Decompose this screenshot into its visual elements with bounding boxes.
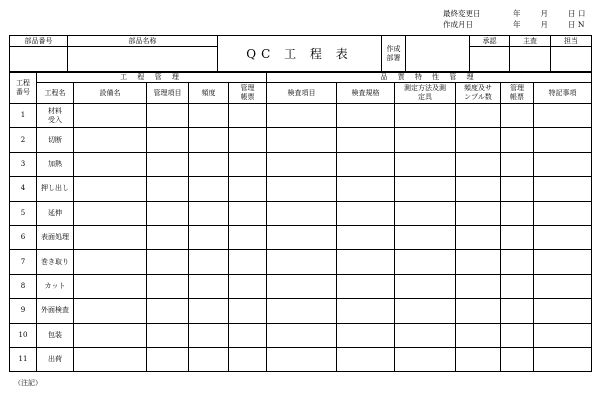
- process-number-cell: 7: [10, 250, 37, 274]
- entry-cell[interactable]: [229, 128, 267, 152]
- entry-cell[interactable]: [501, 201, 534, 225]
- last-modified-row: [443, 8, 585, 19]
- quality-characteristics-header: 品 質 特 性 管 理: [267, 73, 592, 83]
- entry-cell[interactable]: [534, 152, 592, 176]
- entry-cell[interactable]: [189, 347, 229, 371]
- process-name-cell: 加熱: [37, 152, 74, 176]
- entry-cell[interactable]: [74, 225, 147, 249]
- last-modified-label: 最終変更日: [443, 9, 481, 18]
- column-header: 管理項目: [147, 83, 189, 104]
- entry-cell[interactable]: [74, 250, 147, 274]
- entry-cell[interactable]: [534, 177, 592, 201]
- approval-label: 承認: [470, 36, 510, 47]
- process-name-cell: 材料 受入: [37, 104, 74, 128]
- process-number-cell: 11: [10, 347, 37, 371]
- table-row: [10, 152, 592, 176]
- entry-cell[interactable]: [501, 104, 534, 128]
- created-row: [443, 19, 585, 30]
- entry-cell[interactable]: [337, 201, 395, 225]
- entry-cell[interactable]: [189, 152, 229, 176]
- column-header: 検査規格: [337, 83, 395, 104]
- entry-cell[interactable]: [501, 299, 534, 323]
- entry-cell[interactable]: [337, 347, 395, 371]
- entry-cell[interactable]: [337, 152, 395, 176]
- part-number-field[interactable]: [10, 47, 68, 72]
- qc-process-table: [9, 72, 592, 372]
- column-header: 頻度: [189, 83, 229, 104]
- entry-cell[interactable]: [456, 274, 501, 298]
- chief-label: 主査: [510, 36, 551, 47]
- entry-cell[interactable]: [395, 250, 456, 274]
- entry-cell[interactable]: [229, 347, 267, 371]
- table-row: [10, 177, 592, 201]
- entry-cell[interactable]: [395, 225, 456, 249]
- table-row: [10, 299, 592, 323]
- entry-cell[interactable]: [456, 323, 501, 347]
- entry-cell[interactable]: [147, 250, 189, 274]
- entry-cell[interactable]: [189, 201, 229, 225]
- table-row: [10, 250, 592, 274]
- entry-cell[interactable]: [189, 299, 229, 323]
- entry-cell[interactable]: [534, 225, 592, 249]
- entry-cell[interactable]: [74, 201, 147, 225]
- table-row: [10, 201, 592, 225]
- entry-cell[interactable]: [74, 104, 147, 128]
- entry-cell[interactable]: [456, 299, 501, 323]
- entry-cell[interactable]: [456, 225, 501, 249]
- month-unit: 月: [540, 9, 548, 18]
- entry-cell[interactable]: [229, 323, 267, 347]
- entry-cell[interactable]: [147, 128, 189, 152]
- entry-cell[interactable]: [267, 250, 337, 274]
- entry-cell[interactable]: [189, 250, 229, 274]
- creating-department-field[interactable]: [406, 36, 470, 72]
- entry-cell[interactable]: [267, 225, 337, 249]
- entry-cell[interactable]: [147, 152, 189, 176]
- entry-cell[interactable]: [147, 347, 189, 371]
- entry-cell[interactable]: [337, 274, 395, 298]
- entry-cell[interactable]: [189, 128, 229, 152]
- entry-cell[interactable]: [189, 323, 229, 347]
- entry-cell[interactable]: [456, 250, 501, 274]
- entry-cell[interactable]: [229, 104, 267, 128]
- entry-cell[interactable]: [147, 177, 189, 201]
- entry-cell[interactable]: [456, 201, 501, 225]
- column-header: 特記事項: [534, 83, 592, 104]
- process-number-cell: 1: [10, 104, 37, 128]
- entry-cell[interactable]: [456, 128, 501, 152]
- entry-cell[interactable]: [267, 128, 337, 152]
- entry-cell[interactable]: [74, 274, 147, 298]
- process-name-cell: 包装: [37, 323, 74, 347]
- year-unit: 年: [513, 20, 521, 29]
- month-unit: 月: [540, 20, 548, 29]
- entry-cell[interactable]: [456, 347, 501, 371]
- entry-cell[interactable]: [534, 104, 592, 128]
- entry-cell[interactable]: [74, 347, 147, 371]
- entry-cell[interactable]: [189, 177, 229, 201]
- entry-cell[interactable]: [337, 128, 395, 152]
- in-charge-label: 担当: [551, 36, 592, 47]
- entry-cell[interactable]: [147, 274, 189, 298]
- part-name-field[interactable]: [68, 47, 218, 72]
- entry-cell[interactable]: [267, 201, 337, 225]
- entry-cell[interactable]: [229, 201, 267, 225]
- table-body: [10, 104, 592, 372]
- process-name-cell: 延伸: [37, 201, 74, 225]
- entry-cell[interactable]: [229, 299, 267, 323]
- created-label: 作成月日: [443, 20, 473, 29]
- entry-cell[interactable]: [501, 225, 534, 249]
- entry-cell[interactable]: [337, 250, 395, 274]
- entry-cell[interactable]: [337, 225, 395, 249]
- entry-cell[interactable]: [147, 104, 189, 128]
- table-row: [10, 104, 592, 128]
- entry-cell[interactable]: [534, 201, 592, 225]
- entry-cell[interactable]: [74, 177, 147, 201]
- entry-cell[interactable]: [267, 152, 337, 176]
- entry-cell[interactable]: [534, 347, 592, 371]
- entry-cell[interactable]: [229, 274, 267, 298]
- entry-cell[interactable]: [267, 177, 337, 201]
- entry-cell[interactable]: [395, 274, 456, 298]
- entry-cell[interactable]: [74, 323, 147, 347]
- in-charge-stamp-field[interactable]: [551, 47, 592, 72]
- chief-stamp-field[interactable]: [510, 47, 551, 72]
- table-row: [10, 225, 592, 249]
- entry-cell[interactable]: [189, 104, 229, 128]
- table-row: [10, 347, 592, 371]
- entry-cell[interactable]: [74, 152, 147, 176]
- column-header: 検査項目: [267, 83, 337, 104]
- entry-cell[interactable]: [534, 323, 592, 347]
- entry-cell[interactable]: [189, 225, 229, 249]
- entry-cell[interactable]: [534, 274, 592, 298]
- entry-cell[interactable]: [267, 323, 337, 347]
- process-name-cell: 出荷: [37, 347, 74, 371]
- entry-cell[interactable]: [395, 128, 456, 152]
- entry-cell[interactable]: [229, 177, 267, 201]
- day-unit: 日 口: [568, 9, 586, 18]
- entry-cell[interactable]: [395, 177, 456, 201]
- process-number-header: 工程 番号: [10, 73, 37, 104]
- entry-cell[interactable]: [395, 201, 456, 225]
- entry-cell[interactable]: [267, 104, 337, 128]
- column-header: 管理 帳票: [501, 83, 534, 104]
- entry-cell[interactable]: [267, 347, 337, 371]
- day-unit: 日 N: [568, 20, 585, 29]
- entry-cell[interactable]: [395, 152, 456, 176]
- entry-cell[interactable]: [501, 128, 534, 152]
- entry-cell[interactable]: [501, 274, 534, 298]
- entry-cell[interactable]: [267, 274, 337, 298]
- column-header: 工程名: [37, 83, 74, 104]
- process-name-cell: 押し出し: [37, 177, 74, 201]
- process-name-cell: カット: [37, 274, 74, 298]
- process-number-cell: 4: [10, 177, 37, 201]
- entry-cell[interactable]: [229, 225, 267, 249]
- column-header: 設備名: [74, 83, 147, 104]
- creating-department-label: 作成 部署: [382, 36, 406, 72]
- entry-cell[interactable]: [147, 323, 189, 347]
- entry-cell[interactable]: [229, 152, 267, 176]
- entry-cell[interactable]: [74, 299, 147, 323]
- process-number-cell: 10: [10, 323, 37, 347]
- entry-cell[interactable]: [189, 274, 229, 298]
- entry-cell[interactable]: [395, 299, 456, 323]
- process-number-cell: 9: [10, 299, 37, 323]
- entry-cell[interactable]: [501, 152, 534, 176]
- entry-cell[interactable]: [534, 128, 592, 152]
- entry-cell[interactable]: [456, 104, 501, 128]
- table-row: [10, 274, 592, 298]
- entry-cell[interactable]: [337, 104, 395, 128]
- approval-stamp-field[interactable]: [470, 47, 510, 72]
- table-row: [10, 323, 592, 347]
- process-number-cell: 6: [10, 225, 37, 249]
- entry-cell[interactable]: [501, 250, 534, 274]
- entry-cell[interactable]: [456, 177, 501, 201]
- date-block: [443, 8, 585, 30]
- process-number-cell: 8: [10, 274, 37, 298]
- entry-cell[interactable]: [395, 347, 456, 371]
- entry-cell[interactable]: [501, 347, 534, 371]
- process-name-cell: 巻き取り: [37, 250, 74, 274]
- entry-cell[interactable]: [74, 128, 147, 152]
- entry-cell[interactable]: [534, 299, 592, 323]
- process-management-header: 工 程 管 理: [37, 73, 267, 83]
- entry-cell[interactable]: [337, 323, 395, 347]
- entry-cell[interactable]: [501, 323, 534, 347]
- entry-cell[interactable]: [229, 250, 267, 274]
- column-header: 頻度及サ ンプル数: [456, 83, 501, 104]
- entry-cell[interactable]: [337, 299, 395, 323]
- entry-cell[interactable]: [395, 323, 456, 347]
- year-unit: 年: [513, 9, 521, 18]
- header-table: [9, 35, 592, 72]
- entry-cell[interactable]: [501, 177, 534, 201]
- entry-cell[interactable]: [267, 299, 337, 323]
- part-number-label: 部品番号: [10, 36, 68, 47]
- entry-cell[interactable]: [534, 250, 592, 274]
- process-number-cell: 5: [10, 201, 37, 225]
- table-row: [10, 128, 592, 152]
- column-header: 管理 帳票: [229, 83, 267, 104]
- entry-cell[interactable]: [147, 299, 189, 323]
- column-header: 測定方法及測 定具: [395, 83, 456, 104]
- entry-cell[interactable]: [337, 177, 395, 201]
- process-number-cell: 2: [10, 128, 37, 152]
- process-number-cell: 3: [10, 152, 37, 176]
- process-name-cell: 切断: [37, 128, 74, 152]
- entry-cell[interactable]: [456, 152, 501, 176]
- process-name-cell: 外面検査: [37, 299, 74, 323]
- footer-note: （注記）: [14, 379, 42, 387]
- part-name-label: 部品名称: [68, 36, 218, 47]
- document-title: QC 工 程 表: [218, 36, 382, 72]
- process-name-cell: 表面処理: [37, 225, 74, 249]
- entry-cell[interactable]: [147, 201, 189, 225]
- entry-cell[interactable]: [395, 104, 456, 128]
- entry-cell[interactable]: [147, 225, 189, 249]
